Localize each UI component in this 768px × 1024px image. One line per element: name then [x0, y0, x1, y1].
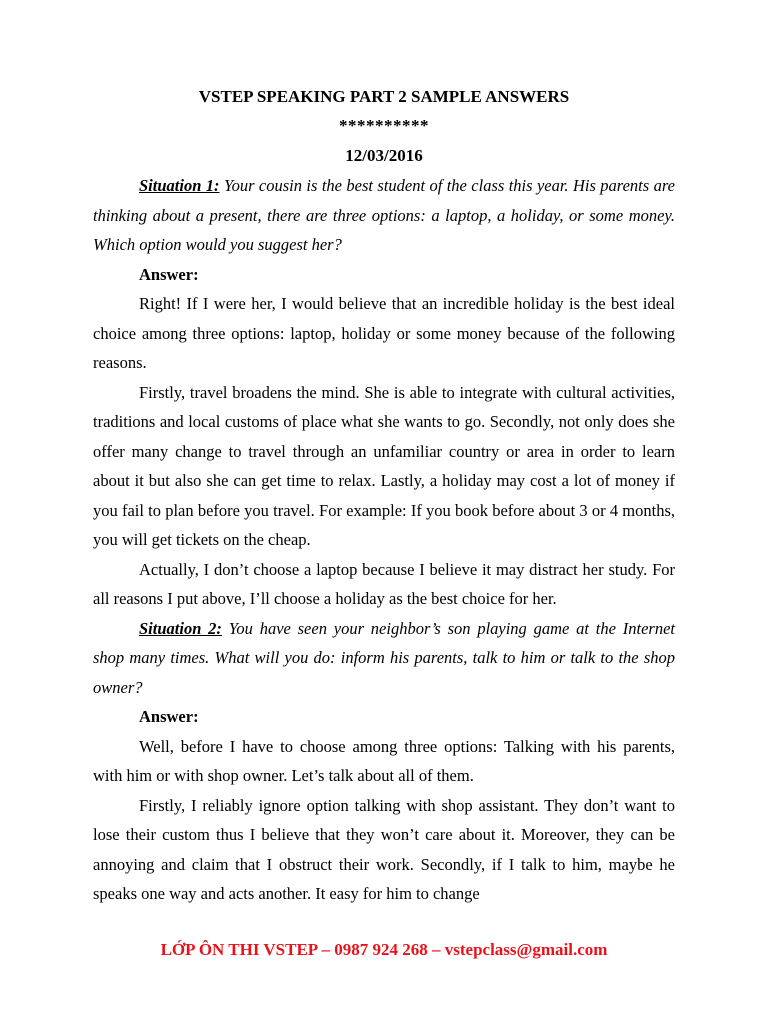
situation-1-label: Situation 1:	[139, 176, 220, 195]
situation-1-prompt: Your cousin is the best student of the class this year. His parents are thinking about a present, there are three options: a laptop, a holiday, or some money. Which option would you suggest her?	[93, 176, 675, 254]
situation-1-paragraph	[93, 171, 675, 260]
situation-1-answer-paragraph-1: Right! If I were her, I would believe that an incredible holiday is the best ideal choice among three options: laptop, holiday or some money because of the following reasons.	[93, 294, 675, 372]
situation-1-answer-paragraph-3: Actually, I don’t choose a laptop because I believe it may distract her study. For all reasons I put above, I’ll choose a holiday as the best choice for her.	[93, 559, 675, 608]
title-separator-stars: **********	[339, 116, 429, 135]
situation-2-answer-paragraph-2: Firstly, I reliably ignore option talking with shop assistant. They don’t want to lose their custom thus I believe that they won’t care about it. Moreover, they can be annoying and claim that I obstruct their work. Secondly, if I talk to him, maybe he speaks one way and acts another. It easy for him to change	[93, 795, 675, 903]
document-title: VSTEP SPEAKING PART 2 SAMPLE ANSWERS	[198, 87, 570, 106]
situation-2-answer-label: Answer:	[139, 707, 199, 726]
footer-contact-line: LỚP ÔN THI VSTEP – 0987 924 268 – vstepclass@gmail.com	[160, 940, 608, 959]
situation-2-label: Situation 2:	[139, 618, 222, 638]
situation-1-answer-label: Answer:	[139, 264, 199, 284]
document-body	[93, 171, 675, 909]
document-date: 12/03/2016	[345, 146, 423, 165]
situation-2-prompt: You have seen your neighbor’s son playing game at the Internet shop many times. What will you do: inform his parents, talk to him or talk to the shop owner?	[93, 618, 675, 697]
situation-2-answer-paragraph-1: Well, before I have to choose among three options: Talking with his parents, with him or with shop owner. Let’s talk about all of them.	[93, 736, 675, 785]
situation-2-paragraph	[93, 614, 675, 703]
situation-1-answer-paragraph-2: Firstly, travel broadens the mind. She is able to integrate with cultural activities, traditions and local customs of place what she wants to go. Secondly, not only does she offer many change to travel through an unfamiliar country or area in order to learn about it but also she can get time to relax. Lastly, a holiday may cost a lot of money if you fail to plan before you travel. For example: If you book before about 3 or 4 months, you will get tickets on the cheap.	[93, 382, 675, 549]
